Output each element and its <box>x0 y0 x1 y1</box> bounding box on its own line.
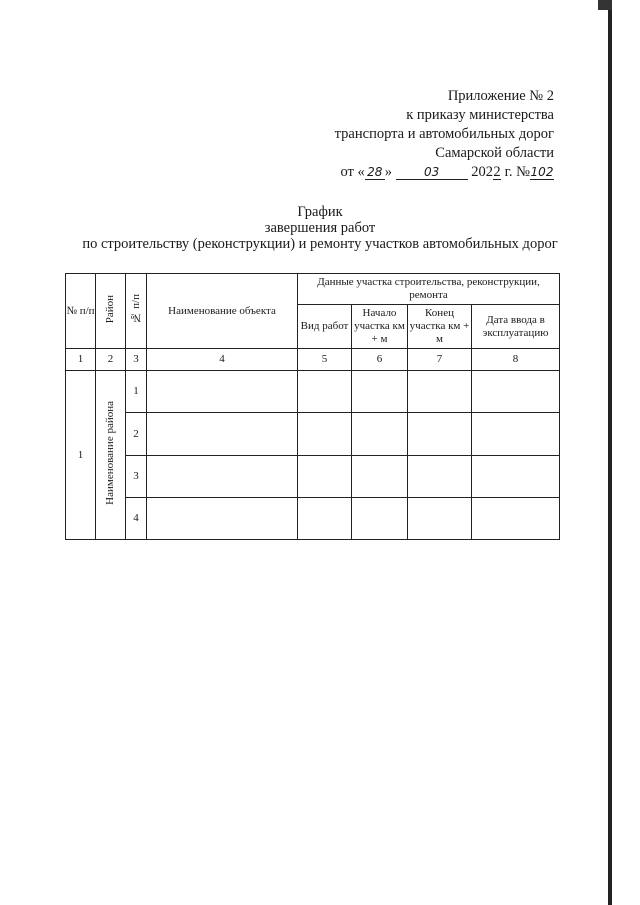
header-work-type: Вид работ <box>298 305 352 349</box>
empty-cell <box>472 413 560 456</box>
district-name-cell <box>96 371 126 540</box>
header-district <box>96 274 126 349</box>
empty-cell <box>298 371 352 413</box>
date-month: 03 <box>396 165 468 180</box>
empty-cell <box>408 456 472 498</box>
column-number: 6 <box>352 349 408 371</box>
empty-cell <box>352 371 408 413</box>
empty-cell <box>352 498 408 540</box>
empty-cell <box>408 498 472 540</box>
column-number: 3 <box>126 349 147 371</box>
column-number: 8 <box>472 349 560 371</box>
empty-cell <box>472 456 560 498</box>
empty-cell <box>298 456 352 498</box>
document-title <box>40 204 600 252</box>
sub-row-number: 4 <box>126 498 147 540</box>
column-number: 4 <box>147 349 298 371</box>
schedule-table <box>65 273 560 540</box>
appendix-header <box>335 87 554 182</box>
empty-cell <box>147 456 298 498</box>
appendix-date-line <box>335 163 554 182</box>
empty-cell <box>298 413 352 456</box>
header-sub-num <box>126 274 147 349</box>
header-date: Дата ввода в эксплуатацию <box>472 305 560 349</box>
table-row <box>66 413 560 456</box>
empty-cell <box>147 371 298 413</box>
title-line-2: завершения работ <box>264 220 376 236</box>
table-row <box>66 498 560 540</box>
scan-mark <box>598 0 612 10</box>
empty-cell <box>147 413 298 456</box>
column-number: 5 <box>298 349 352 371</box>
sub-row-number: 2 <box>126 413 147 456</box>
appendix-region: Самарской области <box>435 145 554 161</box>
order-number: 102 <box>530 165 554 179</box>
date-year-digit: 2 <box>493 164 501 180</box>
sub-row-number: 3 <box>126 456 147 498</box>
empty-cell <box>147 498 298 540</box>
column-number: 1 <box>66 349 96 371</box>
table-row <box>66 371 560 413</box>
header-start: Начало участка км + м <box>352 305 408 349</box>
date-prefix: от « <box>340 164 365 180</box>
column-numbers-row <box>66 349 560 371</box>
sub-row-number: 1 <box>126 371 147 413</box>
empty-cell <box>352 456 408 498</box>
header-row-1 <box>66 274 560 305</box>
row-number: 1 <box>66 371 96 540</box>
empty-cell <box>298 498 352 540</box>
scan-edge <box>608 0 612 905</box>
date-suffix: г. № <box>500 164 530 180</box>
appendix-ministry: транспорта и автомобильных дорог <box>334 126 554 142</box>
empty-cell <box>472 371 560 413</box>
date-day: 28 <box>365 165 385 180</box>
date-year-prefix: 202 <box>471 164 493 180</box>
header-num: № п/п <box>66 274 96 349</box>
appendix-order-ref: к приказу министерства <box>406 107 554 123</box>
header-district-label: Район <box>104 294 116 324</box>
column-number: 7 <box>408 349 472 371</box>
empty-cell <box>408 371 472 413</box>
district-name-label: Наименование района <box>104 401 116 505</box>
title-line-1: График <box>297 204 343 220</box>
date-mid: » <box>384 164 392 180</box>
header-section-data: Данные участка строительства, реконструкции, ремонта <box>298 274 560 305</box>
column-number: 2 <box>96 349 126 371</box>
header-end: Конец участка км + м <box>408 305 472 349</box>
table-row <box>66 456 560 498</box>
empty-cell <box>352 413 408 456</box>
appendix-title: Приложение № 2 <box>447 88 554 104</box>
header-sub-num-label: № п/п <box>129 294 142 324</box>
header-object-name: Наименование объекта <box>147 274 298 349</box>
title-line-3: по строительству (реконструкции) и ремонту участков автомобильных дорог <box>82 236 558 252</box>
empty-cell <box>408 413 472 456</box>
empty-cell <box>472 498 560 540</box>
